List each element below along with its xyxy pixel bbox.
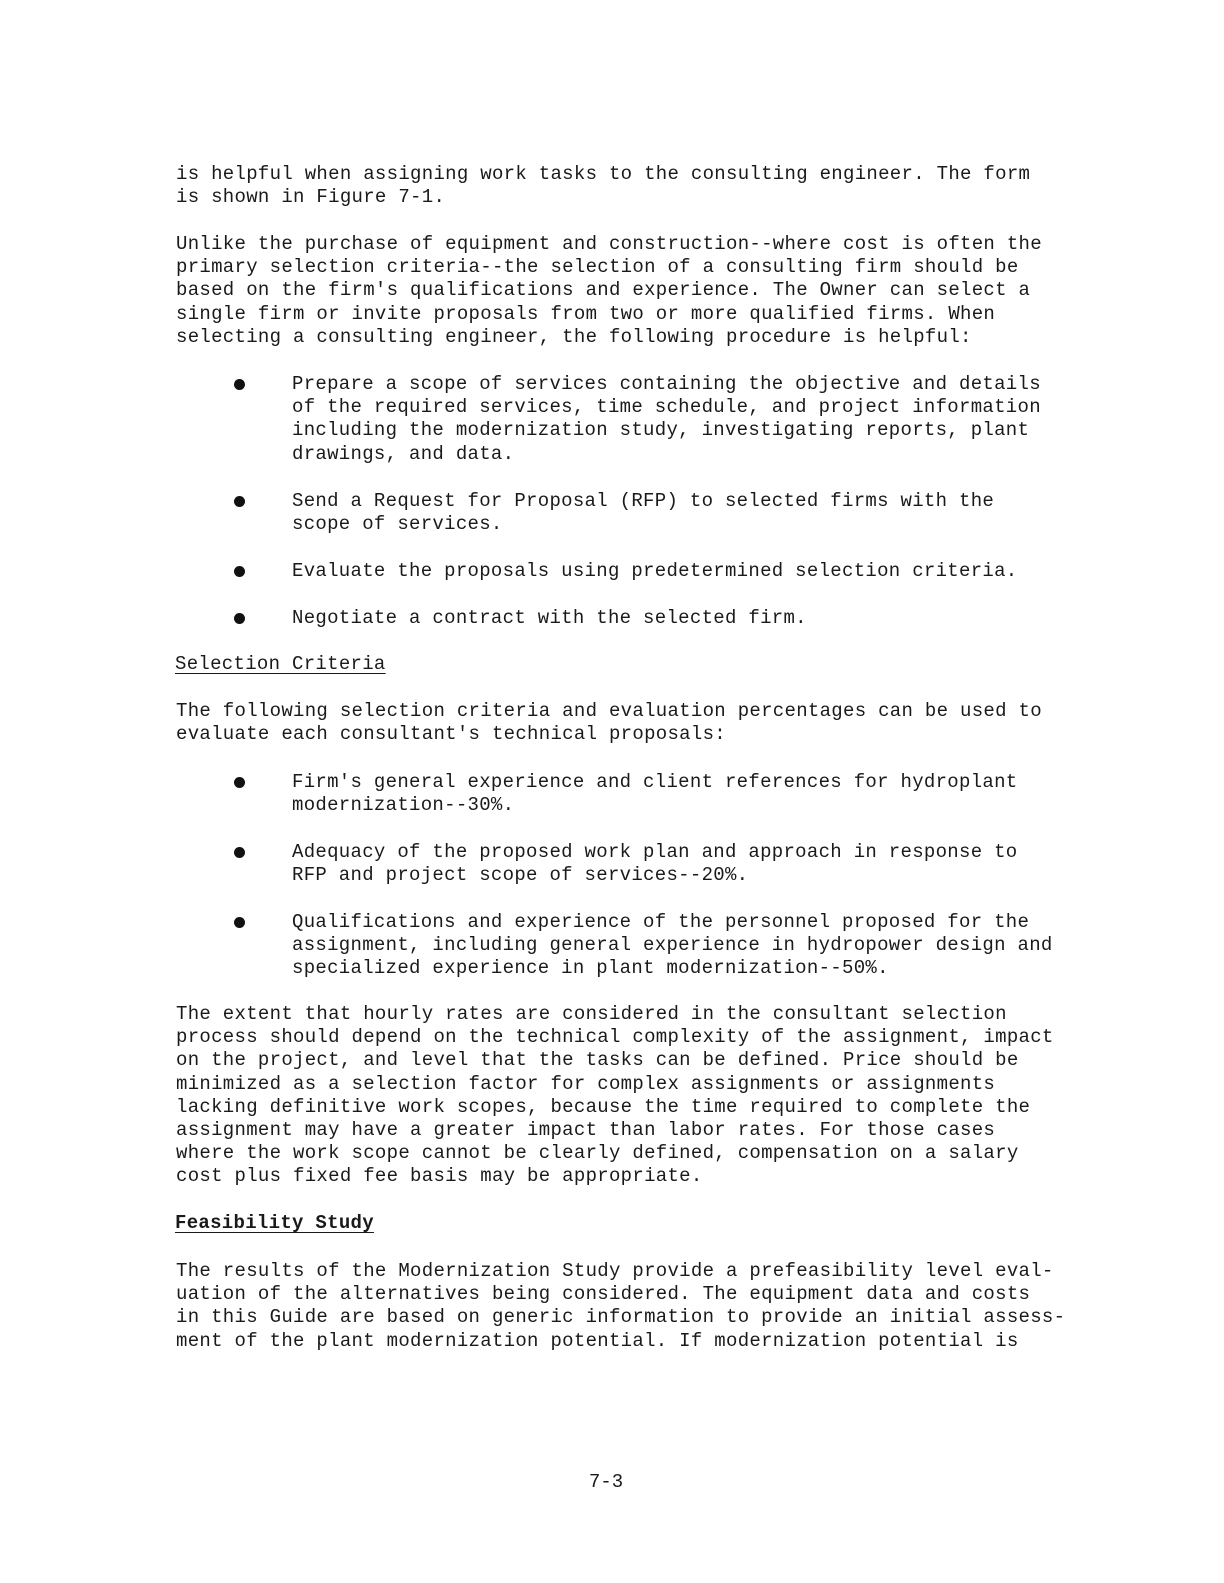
selection-criteria-intro: The following selection criteria and evaluation percentages can be used to evaluate each consultant's technical proposals:: [176, 700, 1042, 746]
criteria-bullet-text: Qualifications and experience of the personnel proposed for the assignment, including general experience in hydropower design and specialized experience in plant modernization--50%.: [292, 911, 1053, 980]
selection-criteria-closing: The extent that hourly rates are considered in the consultant selection process should depend on the technical complexity of the assignment, impact on the project, and level that the tasks can be defined. Price should be minimized as a selection factor for complex assignments or assignments lacking definitive work scopes, because the time required to complete the assignment may have a greater impact than labor rates. For those cases where the work scope cannot be clearly defined, compensation on a salary cost plus fixed fee basis may be appropriate.: [176, 1003, 1054, 1188]
section-heading-selection-criteria: Selection Criteria: [175, 653, 386, 675]
selection-paragraph: Unlike the purchase of equipment and construction--where cost is often the primary selection criteria--the selection of a consulting firm should be based on the firm's qualifications and experience. The Owner can select a single firm or invite proposals from two or more qualified firms. When selecting a consulting engineer, the following procedure is helpful:: [176, 233, 1042, 348]
intro-paragraph: is helpful when assigning work tasks to the consulting engineer. The form is shown in Figure 7-1.: [176, 163, 1031, 209]
procedure-bullet-text: Negotiate a contract with the selected firm.: [292, 607, 807, 629]
page-number: 7-3: [588, 1471, 624, 1493]
bullet-icon: [234, 917, 245, 928]
criteria-bullet-text: Adequacy of the proposed work plan and approach in response to RFP and project scope of services--20%.: [292, 841, 1018, 887]
bullet-icon: [234, 379, 245, 390]
feasibility-study-body: The results of the Modernization Study provide a prefeasibility level eval- uation of the alternatives being considered. The equipment data and costs in this Guide are based on generic information to provide an initial assess- ment of the plant modernization potential. If modernization potential is: [176, 1260, 1066, 1352]
bullet-icon: [234, 847, 245, 858]
procedure-bullet-text: Send a Request for Proposal (RFP) to selected firms with the scope of services.: [292, 490, 995, 536]
section-heading-feasibility-study: Feasibility Study: [175, 1212, 374, 1234]
procedure-bullet-text: Evaluate the proposals using predetermined selection criteria.: [292, 560, 1018, 582]
bullet-icon: [234, 613, 245, 624]
bullet-icon: [234, 566, 245, 577]
bullet-icon: [234, 777, 245, 788]
procedure-bullet-text: Prepare a scope of services containing the objective and details of the required services, time schedule, and project information including the modernization study, investigating reports, plant drawings, and data.: [292, 373, 1041, 465]
criteria-bullet-text: Firm's general experience and client references for hydroplant modernization--30%.: [292, 771, 1018, 817]
bullet-icon: [234, 496, 245, 507]
